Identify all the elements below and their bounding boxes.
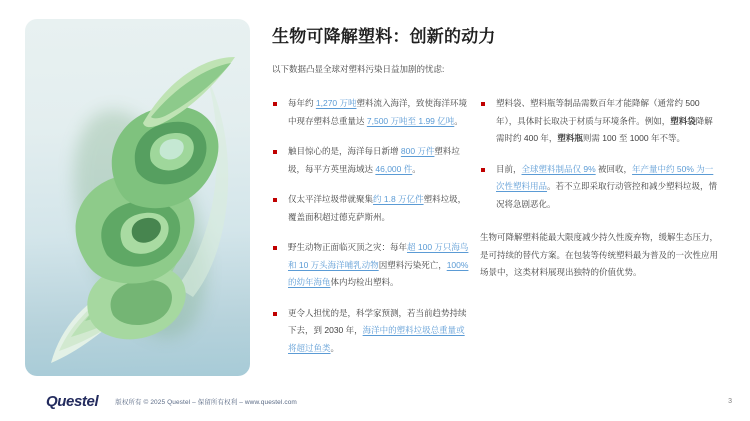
text-run: 每年约 bbox=[288, 98, 316, 108]
bullet-list-left bbox=[272, 95, 470, 370]
inline-link[interactable]: 约 1.8 万亿件 bbox=[373, 194, 424, 204]
text-run: 。 bbox=[330, 342, 340, 353]
right-column bbox=[480, 95, 718, 370]
text-run: 塑料垃圾，每平方英里海域达 bbox=[288, 146, 460, 174]
bullet-text bbox=[496, 95, 718, 148]
bullet-marker-icon bbox=[481, 168, 485, 172]
bullet-columns bbox=[272, 95, 718, 370]
bullet-text bbox=[288, 143, 470, 178]
bullet-item bbox=[272, 305, 470, 358]
bullet-marker-icon bbox=[273, 198, 277, 202]
text-run: 。若不立即采取行动管控和减少塑料垃圾，情况将急剧恶化。 bbox=[496, 181, 718, 209]
bullet-item bbox=[272, 239, 470, 292]
text-run: 野生动物正面临灭顶之灾：每年 bbox=[288, 242, 408, 252]
text-run: 塑料袋 bbox=[670, 115, 696, 126]
bullet-marker-icon bbox=[481, 102, 485, 106]
bullet-list-right bbox=[480, 95, 718, 213]
bullet-item bbox=[272, 95, 470, 130]
green-bloom-illustration bbox=[25, 19, 250, 376]
text-run: 塑料袋、塑料瓶等制品需数百年才能降解（通常约 500 年），具体时长取决于材质与环境条件。例如， bbox=[496, 98, 700, 126]
bullet-marker-icon bbox=[273, 150, 277, 154]
text-run: 触目惊心的是，海洋每日新增 bbox=[288, 146, 401, 156]
bullet-text bbox=[496, 161, 718, 214]
text-run: 因塑料污染死亡， bbox=[378, 259, 447, 270]
text-run: 。 bbox=[412, 163, 421, 174]
inline-link[interactable]: 年产量中约 50% 为一次性塑料用品 bbox=[496, 163, 714, 191]
text-run: 体内均检出塑料。 bbox=[330, 277, 399, 287]
bullet-marker-icon bbox=[273, 246, 277, 250]
inline-link[interactable]: 46,000 件 bbox=[375, 163, 413, 174]
hero-image bbox=[25, 19, 250, 376]
inline-link[interactable]: 全球塑料制品仅 9% bbox=[521, 163, 596, 174]
inline-link[interactable]: 1,270 万吨 bbox=[315, 98, 357, 108]
subtitle: 以下数据凸显全球对塑料污染日益加剧的忧虑: bbox=[272, 64, 445, 74]
closing-paragraph: 生物可降解塑料能最大限度减少持久性废弃物，缓解生态压力，是可持续的替代方案。在包装等传统塑料最为普及的一次性应用场景中，这类材料展现出独特的价值优势。 bbox=[480, 232, 719, 277]
text-run: 塑料流入海洋，致使海洋环境中现存塑料总重量达 bbox=[288, 98, 468, 126]
text-run: 塑料瓶 bbox=[557, 133, 583, 143]
page-number: 3 bbox=[728, 397, 732, 405]
bullet-item bbox=[272, 143, 470, 178]
text-run: 则需 100 至 1000 年不等。 bbox=[582, 133, 685, 143]
footer bbox=[46, 393, 732, 409]
inline-link[interactable]: 7,500 万吨至 1.99 亿吨 bbox=[366, 115, 455, 126]
copyright-text: 版权所有 © 2025 Questel – 保留所有权利 – www.questel.com bbox=[115, 398, 297, 406]
bullet-item bbox=[480, 95, 718, 148]
bullet-text bbox=[288, 239, 470, 292]
text-run: 被回收， bbox=[595, 163, 633, 174]
text-run: 。 bbox=[454, 115, 463, 126]
bullet-marker-icon bbox=[273, 312, 277, 316]
inline-link[interactable]: 海洋中的塑料垃圾总重量或将超过鱼类 bbox=[288, 325, 465, 353]
bullet-text bbox=[288, 95, 470, 130]
page-title: 生物可降解塑料：创新的动力 bbox=[272, 27, 496, 46]
inline-link[interactable]: 超 100 万只海鸟和 10 万头海洋哺乳动物 bbox=[288, 242, 469, 270]
text-run: 仅太平洋垃圾带就聚集 bbox=[288, 194, 374, 204]
bullet-text bbox=[288, 191, 470, 226]
inline-link[interactable]: 100% 的幼年海龟 bbox=[288, 259, 469, 287]
text-run: 更令人担忧的是，科学家预测，若当前趋势持续下去，到 2030 年， bbox=[288, 307, 467, 335]
inline-link[interactable]: 800 万件 bbox=[400, 146, 435, 156]
bullet-marker-icon bbox=[273, 102, 277, 106]
bullet-item bbox=[480, 161, 718, 214]
bullet-item bbox=[272, 191, 470, 226]
text-run: 目前， bbox=[496, 163, 522, 174]
slide-content bbox=[272, 26, 718, 370]
bullet-text bbox=[288, 305, 470, 358]
questel-logo: Questel bbox=[46, 392, 99, 410]
text-run: 塑料垃圾，覆盖面积超过德克萨斯州。 bbox=[288, 194, 467, 222]
text-run: 降解需时约 400 年， bbox=[496, 115, 713, 143]
